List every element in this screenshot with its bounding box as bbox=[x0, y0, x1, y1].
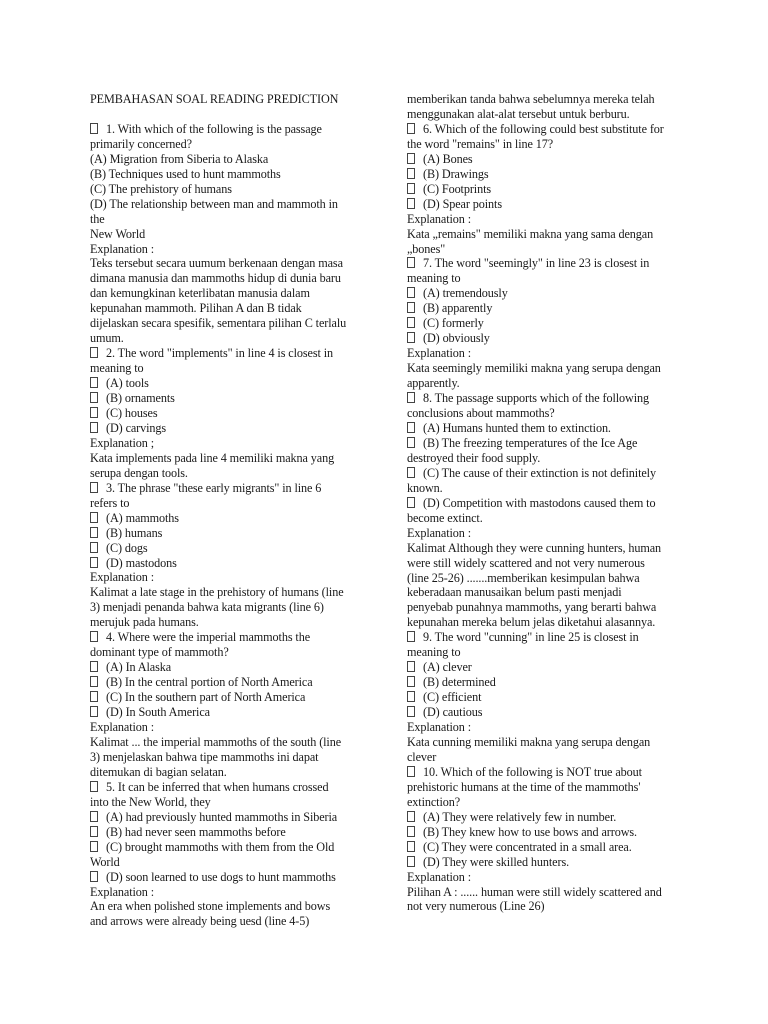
right-text-lines bbox=[407, 92, 697, 914]
text-line bbox=[407, 361, 697, 376]
bullet-box-icon bbox=[407, 706, 415, 717]
text-line bbox=[90, 316, 390, 331]
text-line bbox=[90, 421, 390, 436]
line-text: (D) soon learned to use dogs to hunt mammoths bbox=[106, 869, 336, 884]
text-line bbox=[407, 810, 697, 825]
text-line bbox=[90, 645, 390, 660]
text-line bbox=[407, 541, 697, 556]
bullet-box-icon bbox=[90, 631, 98, 642]
line-text: prehistoric humans at the time of the mammoths' bbox=[407, 779, 641, 794]
line-text: extinction? bbox=[407, 794, 461, 809]
text-line bbox=[90, 406, 390, 421]
text-line bbox=[407, 690, 697, 705]
text-line bbox=[90, 556, 390, 571]
bullet-box-icon bbox=[407, 332, 415, 343]
bullet-box-icon bbox=[90, 123, 98, 134]
line-text: (C) efficient bbox=[423, 690, 482, 705]
bullet-box-icon bbox=[90, 392, 98, 403]
bullet-box-icon bbox=[407, 841, 415, 852]
bullet-box-icon bbox=[90, 407, 98, 418]
line-text: (B) Drawings bbox=[423, 166, 489, 181]
text-line bbox=[90, 346, 390, 361]
text-line bbox=[407, 735, 697, 750]
line-text: Explanation : bbox=[90, 884, 155, 899]
line-text: Explanation : bbox=[407, 346, 472, 361]
text-line bbox=[407, 182, 697, 197]
line-text: 6. Which of the following could best substitute for bbox=[423, 121, 664, 136]
line-text: Kata „remains" memiliki makna yang sama dengan bbox=[407, 226, 654, 241]
line-text: (A) clever bbox=[423, 660, 472, 675]
line-text: Kalimat Although they were cunning hunters, human bbox=[407, 540, 662, 555]
line-text: clever bbox=[407, 749, 437, 764]
bullet-box-icon bbox=[90, 691, 98, 702]
text-line bbox=[90, 271, 390, 286]
bullet-box-icon bbox=[407, 811, 415, 822]
bullet-box-icon bbox=[90, 482, 98, 493]
bullet-box-icon bbox=[90, 706, 98, 717]
line-text: (B) The freezing temperatures of the Ice Age bbox=[423, 435, 638, 450]
line-text: 10. Which of the following is NOT true about bbox=[423, 764, 642, 779]
bullet-box-icon bbox=[407, 856, 415, 867]
line-text: Explanation : bbox=[407, 211, 472, 226]
line-text: serupa dengan tools. bbox=[90, 465, 188, 480]
bullet-box-icon bbox=[90, 527, 98, 538]
text-line bbox=[90, 331, 390, 346]
bullet-box-icon bbox=[90, 781, 98, 792]
text-line bbox=[407, 765, 697, 780]
text-line bbox=[407, 286, 697, 301]
line-text: into the New World, they bbox=[90, 794, 211, 809]
text-line bbox=[90, 242, 390, 257]
line-text: (B) ornaments bbox=[106, 391, 175, 406]
line-text: (C) Footprints bbox=[423, 181, 492, 196]
text-line bbox=[407, 406, 697, 421]
line-text: (D) Competition with mastodons caused them to bbox=[423, 495, 656, 510]
bullet-box-icon bbox=[90, 826, 98, 837]
line-text: 3. The phrase "these early migrants" in line 6 bbox=[106, 480, 322, 495]
line-text: the word "remains" in line 17? bbox=[407, 136, 554, 151]
line-text: dijelaskan secara spesifik, sementara pilihan C terlalu bbox=[90, 316, 347, 331]
line-text: An era when polished stone implements and bows bbox=[90, 899, 331, 914]
text-line bbox=[407, 855, 697, 870]
line-text: meaning to bbox=[90, 361, 144, 376]
bullet-box-icon bbox=[90, 811, 98, 822]
text-line bbox=[90, 541, 390, 556]
text-line bbox=[407, 316, 697, 331]
line-text: (D) Spear points bbox=[423, 196, 502, 211]
text-line bbox=[407, 630, 697, 645]
line-text: 7. The word "seemingly" in line 23 is closest in bbox=[423, 256, 650, 271]
text-line bbox=[90, 481, 390, 496]
line-text: (C) In the southern part of North America bbox=[106, 690, 306, 705]
text-line bbox=[407, 825, 697, 840]
line-text: destroyed their food supply. bbox=[407, 450, 541, 465]
line-text: were still widely scattered and not very numerous bbox=[407, 555, 645, 570]
line-text: kepunahan mereka belum jelas diketahui alasannya. bbox=[407, 615, 656, 630]
line-text: 3) menjadi penanda bahwa kata migrants (line 6) bbox=[90, 600, 324, 615]
text-line bbox=[90, 735, 390, 750]
text-line bbox=[407, 436, 697, 451]
text-line bbox=[407, 301, 697, 316]
line-text: Explanation ; bbox=[90, 435, 155, 450]
line-text: Pilihan A : ...... human were still widely scattered and bbox=[407, 884, 662, 899]
text-line bbox=[407, 795, 697, 810]
bullet-box-icon bbox=[407, 317, 415, 328]
line-text: apparently. bbox=[407, 376, 460, 391]
bullet-box-icon bbox=[90, 422, 98, 433]
text-line bbox=[407, 451, 697, 466]
line-text: meaning to bbox=[407, 271, 461, 286]
line-text: dimana manusia dan mammoths hidup di dunia baru bbox=[90, 271, 341, 286]
bullet-box-icon bbox=[407, 826, 415, 837]
line-text: (A) mammoths bbox=[106, 510, 179, 525]
line-text: memberikan tanda bahwa sebelumnya mereka telah bbox=[407, 92, 655, 106]
line-text: dominant type of mammoth? bbox=[90, 645, 229, 660]
line-text: (D) They were skilled hunters. bbox=[423, 854, 570, 869]
line-text: (B) apparently bbox=[423, 301, 493, 316]
line-text: (C) The prehistory of humans bbox=[90, 181, 232, 196]
text-line bbox=[407, 511, 697, 526]
line-text: (A) tools bbox=[106, 376, 149, 391]
line-text: (D) carvings bbox=[106, 420, 167, 435]
bullet-box-icon bbox=[407, 183, 415, 194]
text-line bbox=[407, 256, 697, 271]
bullet-box-icon bbox=[90, 542, 98, 553]
line-text: (C) houses bbox=[106, 406, 158, 420]
text-line bbox=[407, 227, 697, 242]
text-line bbox=[90, 615, 390, 630]
line-text: become extinct. bbox=[407, 510, 483, 525]
text-line bbox=[90, 600, 390, 615]
text-line bbox=[90, 526, 390, 541]
text-line bbox=[90, 511, 390, 526]
line-text: known. bbox=[407, 480, 443, 495]
text-line bbox=[407, 466, 697, 481]
line-text: 8. The passage supports which of the following bbox=[423, 391, 650, 406]
line-text: 2. The word "implements" in line 4 is closest in bbox=[106, 346, 333, 361]
text-line bbox=[407, 840, 697, 855]
text-line bbox=[407, 720, 697, 735]
text-line bbox=[90, 765, 390, 780]
bullet-box-icon bbox=[407, 392, 415, 403]
text-line bbox=[407, 271, 697, 286]
line-text: Kata cunning memiliki makna yang serupa dengan bbox=[407, 734, 651, 749]
text-line bbox=[90, 227, 390, 242]
line-text: (B) They knew how to use bows and arrows. bbox=[423, 824, 637, 839]
text-line bbox=[407, 885, 697, 900]
line-text: (C) formerly bbox=[423, 316, 484, 331]
bullet-box-icon bbox=[407, 467, 415, 478]
bullet-box-icon bbox=[407, 302, 415, 313]
line-text: keberadaan manusaikan belum pasti menjadi bbox=[407, 585, 622, 600]
text-line bbox=[407, 780, 697, 795]
bullet-box-icon bbox=[407, 168, 415, 179]
line-text: 4. Where were the imperial mammoths the bbox=[106, 630, 311, 645]
text-line bbox=[407, 615, 697, 630]
line-text: (B) Techniques used to hunt mammoths bbox=[90, 166, 281, 181]
text-line bbox=[407, 391, 697, 406]
text-line bbox=[90, 466, 390, 481]
text-line bbox=[407, 331, 697, 346]
line-text: (B) had never seen mammoths before bbox=[106, 824, 286, 839]
text-line bbox=[407, 212, 697, 227]
text-line bbox=[90, 212, 390, 227]
line-text: 9. The word "cunning" in line 25 is closest in bbox=[423, 630, 639, 645]
bullet-box-icon bbox=[90, 512, 98, 523]
bullet-box-icon bbox=[90, 347, 98, 358]
line-text: ditemukan di bagian selatan. bbox=[90, 764, 227, 779]
text-line bbox=[90, 705, 390, 720]
line-text: penyebab punahnya mammoths, yang berarti bahwa bbox=[407, 600, 657, 615]
text-line bbox=[90, 391, 390, 406]
bullet-box-icon bbox=[90, 871, 98, 882]
text-line bbox=[407, 197, 697, 212]
line-text: Explanation : bbox=[407, 869, 472, 884]
text-line bbox=[407, 645, 697, 660]
line-text: (D) cautious bbox=[423, 705, 483, 720]
line-text: umum. bbox=[90, 331, 124, 346]
text-line bbox=[90, 750, 390, 765]
text-line bbox=[407, 600, 697, 615]
text-line bbox=[90, 885, 390, 900]
text-line bbox=[407, 167, 697, 182]
text-line bbox=[90, 451, 390, 466]
text-line bbox=[90, 436, 390, 451]
line-text: refers to bbox=[90, 495, 130, 510]
text-line bbox=[407, 750, 697, 765]
text-line bbox=[90, 167, 390, 182]
bullet-box-icon bbox=[90, 377, 98, 388]
text-line bbox=[407, 526, 697, 541]
line-text: meaning to bbox=[407, 645, 461, 660]
text-line bbox=[407, 481, 697, 496]
text-line bbox=[90, 630, 390, 645]
line-text: (D) mastodons bbox=[106, 555, 177, 570]
bullet-box-icon bbox=[407, 661, 415, 672]
text-line bbox=[407, 660, 697, 675]
left-column bbox=[90, 92, 390, 929]
line-text: menggunakan alat-alat tersebut untuk berburu. bbox=[407, 106, 630, 121]
text-line bbox=[407, 496, 697, 511]
bullet-box-icon bbox=[407, 198, 415, 209]
line-text: dan kemungkinan keterlibatan manusia dalam bbox=[90, 286, 310, 301]
bullet-box-icon bbox=[90, 557, 98, 568]
text-line bbox=[407, 899, 697, 914]
bullet-box-icon bbox=[407, 631, 415, 642]
text-line bbox=[90, 675, 390, 690]
line-text: (A) Bones bbox=[423, 151, 473, 166]
line-text: World bbox=[90, 854, 120, 869]
text-line bbox=[407, 571, 697, 586]
text-line bbox=[90, 137, 390, 152]
text-line bbox=[90, 720, 390, 735]
bullet-box-icon bbox=[407, 676, 415, 687]
text-line bbox=[407, 346, 697, 361]
text-line bbox=[90, 825, 390, 840]
text-line bbox=[90, 585, 390, 600]
line-text: (B) humans bbox=[106, 525, 163, 540]
line-text: (B) In the central portion of North America bbox=[106, 675, 313, 690]
text-line bbox=[90, 855, 390, 870]
line-text: (D) obviously bbox=[423, 331, 490, 346]
line-text: kepunahan mammoth. Pilihan A dan B tidak bbox=[90, 301, 302, 316]
page-title: PEMBAHASAN SOAL READING PREDICTION bbox=[90, 92, 339, 106]
text-line bbox=[90, 122, 390, 137]
text-line bbox=[407, 242, 697, 257]
text-line bbox=[90, 256, 390, 271]
line-text: Kata implements pada line 4 memiliki makna yang bbox=[90, 450, 335, 465]
line-text: (C) dogs bbox=[106, 540, 148, 555]
text-line bbox=[90, 286, 390, 301]
text-line bbox=[407, 376, 697, 391]
line-text: Explanation : bbox=[90, 570, 155, 585]
bullet-box-icon bbox=[407, 497, 415, 508]
line-text: not very numerous (Line 26) bbox=[407, 899, 545, 914]
text-line bbox=[407, 585, 697, 600]
right-column bbox=[407, 92, 697, 914]
text-line bbox=[90, 870, 390, 885]
line-text: (A) In Alaska bbox=[106, 660, 172, 675]
text-line bbox=[90, 496, 390, 511]
bullet-box-icon bbox=[407, 153, 415, 164]
line-text: (A) had previously hunted mammoths in Siberia bbox=[106, 809, 338, 824]
line-text: New World bbox=[90, 226, 146, 241]
text-line bbox=[90, 152, 390, 167]
text-line bbox=[407, 152, 697, 167]
text-line bbox=[90, 182, 390, 197]
line-text: (C) They were concentrated in a small area. bbox=[423, 839, 632, 854]
text-line bbox=[407, 870, 697, 885]
line-text: merujuk pada humans. bbox=[90, 615, 199, 630]
text-line bbox=[407, 137, 697, 152]
line-text: the bbox=[90, 211, 105, 226]
bullet-box-icon bbox=[407, 437, 415, 448]
line-text: Kalimat a late stage in the prehistory of humans (line bbox=[90, 585, 344, 600]
bullet-box-icon bbox=[407, 766, 415, 777]
text-line bbox=[90, 570, 390, 585]
text-line bbox=[90, 810, 390, 825]
line-text: (D) The relationship between man and mammoth in bbox=[90, 196, 338, 211]
line-text: Explanation : bbox=[407, 720, 472, 735]
line-text: conclusions about mammoths? bbox=[407, 406, 555, 421]
text-line bbox=[407, 92, 697, 107]
text-line bbox=[90, 899, 390, 914]
text-line bbox=[90, 780, 390, 795]
line-text: (A) They were relatively few in number. bbox=[423, 809, 617, 824]
text-line bbox=[407, 675, 697, 690]
text-line bbox=[407, 107, 697, 122]
bullet-box-icon bbox=[407, 287, 415, 298]
text-line bbox=[90, 795, 390, 810]
line-text: primarily concerned? bbox=[90, 136, 192, 151]
line-text: Explanation : bbox=[90, 720, 155, 735]
line-text: (A) Humans hunted them to extinction. bbox=[423, 420, 611, 435]
text-line bbox=[407, 421, 697, 436]
line-text: 3) menjelaskan bahwa tipe mammoths ini dapat bbox=[90, 749, 319, 764]
bullet-box-icon bbox=[407, 691, 415, 702]
line-text: (C) brought mammoths with them from the Old bbox=[106, 839, 335, 854]
line-text: (B) determined bbox=[423, 675, 496, 690]
text-line bbox=[90, 376, 390, 391]
line-text: Explanation : bbox=[407, 525, 472, 540]
line-text: „bones" bbox=[407, 241, 446, 256]
text-line bbox=[90, 197, 390, 212]
bullet-box-icon bbox=[407, 123, 415, 134]
text-line bbox=[407, 705, 697, 720]
line-text: (C) The cause of their extinction is not definitely bbox=[423, 465, 656, 480]
line-text: (A) tremendously bbox=[423, 286, 508, 301]
bullet-box-icon bbox=[407, 257, 415, 268]
line-text: Kalimat ... the imperial mammoths of the south (line bbox=[90, 734, 342, 749]
line-text: 1. With which of the following is the passage bbox=[106, 121, 322, 136]
line-text: Explanation : bbox=[90, 241, 155, 256]
line-text: and arrows were already being uesd (line 4-5) bbox=[90, 914, 310, 929]
line-text: Kata seemingly memiliki makna yang serupa dengan bbox=[407, 361, 661, 376]
text-line bbox=[407, 122, 697, 137]
line-text: Teks tersebut secara uumum berkenaan dengan masa bbox=[90, 256, 343, 271]
text-line bbox=[407, 556, 697, 571]
text-line bbox=[90, 840, 390, 855]
line-text: (A) Migration from Siberia to Alaska bbox=[90, 151, 269, 166]
left-text-lines bbox=[90, 122, 390, 929]
bullet-box-icon bbox=[90, 661, 98, 672]
text-line bbox=[90, 914, 390, 929]
text-line bbox=[90, 660, 390, 675]
bullet-box-icon bbox=[90, 676, 98, 687]
text-line bbox=[90, 690, 390, 705]
bullet-box-icon bbox=[407, 422, 415, 433]
text-line bbox=[90, 361, 390, 376]
bullet-box-icon bbox=[90, 841, 98, 852]
text-line bbox=[90, 301, 390, 316]
line-text: (line 25-26) .......memberikan kesimpulan bahwa bbox=[407, 570, 640, 585]
line-text: (D) In South America bbox=[106, 705, 210, 720]
line-text: 5. It can be inferred that when humans crossed bbox=[106, 779, 329, 794]
